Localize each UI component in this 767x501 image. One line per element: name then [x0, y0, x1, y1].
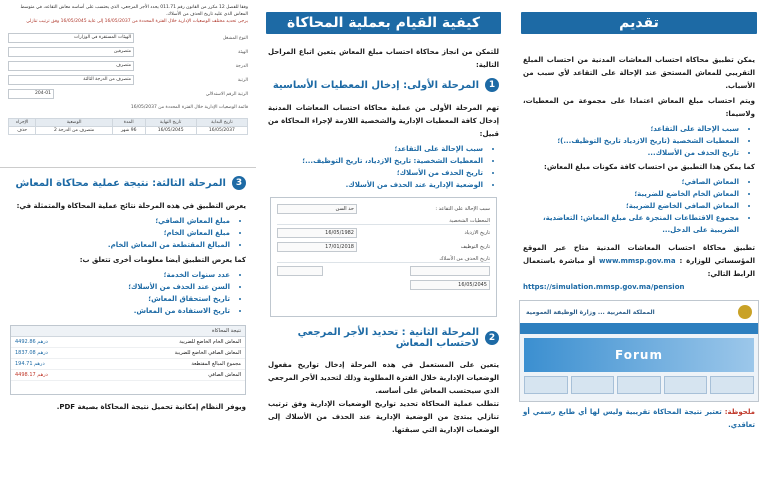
- step1-number-badge: 1: [485, 78, 499, 92]
- calc-item: • سبب الإحالة على التقاعد؛: [523, 123, 739, 135]
- result-value: 4492.86 درهم: [15, 339, 48, 345]
- step1-list: [268, 143, 499, 191]
- step1-item: • الوضعية الإدارية عند الحذف من الأسلاك.: [268, 179, 483, 191]
- component-item: • المعاش الصافي الخاضع للضريبة؛: [523, 200, 739, 212]
- field-value[interactable]: 204-01: [8, 89, 54, 99]
- intro-paragraph: يمكن تطبيق محاكاة احتساب المعاشات المدنية من احتساب المبلغ التقريبي للمعاش المستحق عند الإحالة على التقاعد لأي سبب من الأسباب.: [523, 56, 755, 90]
- website-screenshot: [519, 300, 759, 402]
- calc-intro: ويتم احتساب مبلغ المعاش اعتمادا على مجموعة من المعطيات، ولاسيما:: [523, 97, 755, 118]
- result-label: المعاش الصافي: [208, 372, 241, 378]
- step3-item: • مبلغ المعاش الصافي؛: [10, 215, 230, 227]
- site-url-link[interactable]: www.mmsp.gov.ma: [599, 257, 676, 265]
- table-header-row: [9, 119, 248, 127]
- access-text: تطبيق محاكاة احتساب المعاشات المدنية متاح عبر الموقع المؤسساتي للوزارة :: [523, 244, 755, 265]
- step3-item: • مبلغ المعاش الخام؛: [10, 227, 230, 239]
- form-row: [8, 75, 248, 85]
- table-row: [9, 127, 248, 135]
- hire-date-field[interactable]: 17/01/2018: [277, 242, 357, 252]
- step2-form-screenshot: [0, 0, 256, 168]
- step3-list: [10, 215, 246, 251]
- calc-item: • المعطيات الشخصية (تاريخ الازدياد تاريخ التوظيف...)؛: [523, 135, 739, 147]
- step1-text: تهم المرحلة الأولى من عملية محاكاة احتساب المعاشات المدنية إدخال كافة المعطيات الإدارية والشخصية اللازمة لإجراء المحاكاة من قبيل:: [268, 104, 499, 138]
- site-nav-bar: [520, 326, 758, 334]
- step2-heading: [268, 327, 499, 349]
- table-header: تاريخ النهاية: [145, 119, 196, 127]
- column-introduction: [511, 0, 767, 501]
- calc-list: [523, 123, 755, 159]
- component-item: • المعاش الصافي؛: [523, 176, 739, 188]
- table-header: الوضعية: [36, 119, 112, 127]
- step1-heading: [268, 78, 499, 92]
- site-header: [520, 301, 758, 326]
- table-header: الإجراء: [9, 119, 36, 127]
- section-title-introduction: تقديم: [521, 12, 757, 34]
- step1-form-screenshot: [270, 197, 497, 317]
- form-row: [277, 280, 490, 290]
- field-label: الهيئة: [238, 49, 248, 55]
- form-row: [277, 242, 490, 252]
- form-section-removal: تاريخ الحذف من الأسلاك: [277, 256, 490, 263]
- section-title-how-to: كيفية القيام بعملية المحاكاة: [266, 12, 501, 34]
- form-row: [277, 228, 490, 238]
- result-value: 194.71 درهم: [15, 361, 45, 367]
- step3-also-item: • تاريخ الاستفادة من المعاش.: [10, 305, 230, 317]
- components-list: [523, 176, 755, 236]
- result-value: 4498.17 درهم: [15, 372, 48, 378]
- form-section-personal: المعطيات الشخصية: [277, 218, 490, 225]
- or-text: أو مباشرة باستعمال الرابط التالي:: [523, 257, 755, 278]
- form-row: [277, 266, 490, 276]
- kingdom-emblem-icon: [738, 305, 752, 319]
- step3-item: • المبالغ المقتطعة من المعاش الخام.: [10, 239, 230, 251]
- reason-select[interactable]: حد السن: [277, 204, 357, 214]
- step2-number-badge: 2: [485, 331, 499, 345]
- field-value[interactable]: متصرفين: [8, 47, 134, 57]
- field-label: الرتبة الرقم الاستدلالي: [205, 91, 248, 97]
- info-line: المعاش الذي عليه تاريخ الحذف من الأسلاك.: [165, 12, 248, 17]
- result-title: نتيجة المحاكاة: [11, 326, 245, 337]
- site-banner: Forum: [524, 338, 754, 372]
- quick-link-icon: [664, 376, 708, 394]
- removal-field[interactable]: [410, 266, 490, 276]
- info-line: يرجى تحديد مختلف الوضعيات الإدارية خلال الفترة المحددة من 16/05/2037 إلى غاية 16/05/2045 وفق ترتيب تنازلي: [26, 19, 248, 24]
- sim-url-line: [523, 281, 755, 294]
- access-paragraph: [523, 242, 755, 281]
- result-row: [11, 337, 245, 348]
- result-value: 1837.08 درهم: [15, 350, 48, 356]
- step3-number-badge: 3: [232, 176, 246, 190]
- step3-also-item: • السن عند الحذف من الأسلاك؛: [10, 281, 230, 293]
- table-cell: 16/05/2045: [145, 127, 196, 135]
- field-label: الرتبة: [237, 77, 248, 83]
- step3-also-list: [10, 269, 246, 317]
- form-row: [8, 61, 248, 71]
- step2-title: المرحلة الثانية : تحديد الأجر المرجعي لاحتساب المعاش: [297, 327, 479, 349]
- step1-item: • تاريخ الحذف من الأسلاك؛: [268, 167, 483, 179]
- table-cell: 16/05/2037: [196, 127, 247, 135]
- step3-also-text: كما يعرض التطبيق أيضا معلومات أخرى تتعلق ب:: [79, 256, 246, 264]
- components-intro: كما يمكن هذا التطبيق من احتساب كافة مكونات مبلغ المعاش:: [544, 163, 755, 171]
- table-header: المدة: [112, 119, 145, 127]
- how-to-intro: للتمكن من انجاز محاكاة احتساب مبلغ المعاش يتعين اتباع المراحل التالية:: [268, 48, 499, 69]
- note-label: ملحوظة:: [724, 408, 756, 416]
- step3-also-item: • عدد سنوات الخدمة؛: [10, 269, 230, 281]
- result-label: مجموع المبالغ المقتطعة: [191, 361, 241, 367]
- removal-field[interactable]: [277, 266, 323, 276]
- result-row: [11, 359, 245, 370]
- site-header-title: المملكة المغربية ... وزارة الوظيفة العمومية: [526, 308, 655, 316]
- delete-action[interactable]: حذف: [9, 127, 36, 135]
- quick-link-icon: [617, 376, 661, 394]
- table-header: تاريخ البداية: [196, 119, 247, 127]
- form-row: [8, 47, 248, 57]
- situation-form: [8, 33, 248, 99]
- site-quick-links: [520, 376, 758, 394]
- step1-item: • المعطيات الشخصية: تاريخ الازدياد، تاريخ التوظيف...؛: [268, 155, 483, 167]
- info-line: وفقا للفصل 12 مكرر من القانون رقم 011.71 يحدد الأجر المرجعي، الذي يحتسب على أساسه معاش التقاعد، في متوسط: [20, 5, 248, 10]
- step3-also-item: • تاريخ استحقاق المعاش؛: [10, 293, 230, 305]
- field-value[interactable]: الهيئات المستقرة في الوزارات: [8, 33, 134, 43]
- removal-date-field[interactable]: 16/05/2045: [410, 280, 490, 290]
- reason-label: سبب الإحالة على التقاعد :: [435, 206, 490, 212]
- component-item: • مجموع الاقتطاعات المنجزة على مبلغ المعاش: التعاضدية، الضريبية على الدخل...: [523, 212, 739, 236]
- note: [523, 406, 755, 432]
- table-cell: متصرف من الدرجة 2: [36, 127, 112, 135]
- field-value[interactable]: متصرف: [8, 61, 134, 71]
- birth-date-field[interactable]: 16/05/1982: [277, 228, 357, 238]
- result-label: المعاش الصافي الخاضع للضريبة: [174, 350, 241, 356]
- component-item: • المعاش الخام الخاضع للضريبة؛: [523, 188, 739, 200]
- situations-table: [8, 118, 248, 135]
- form-row: [8, 89, 248, 99]
- hire-label: تاريخ التوظيف: [460, 244, 490, 250]
- field-label: النوع المشغل: [222, 35, 248, 41]
- step3-heading: [10, 176, 246, 190]
- calc-item: • تاريخ الحذف من الأسلاك...: [523, 147, 739, 159]
- step3-title: المرحلة الثالثة: نتيجة عملية محاكاة المعاش: [15, 177, 226, 189]
- step2-text1: يتعين على المستعمل في هذه المرحلة إدخال تواريخ مفعول الوضعيات الإدارية خلال الفترة المطلوبة وذلك لتحديد الأجر المرجعي الذي سيحتسب المعاش على أساسه.: [268, 361, 499, 395]
- pdf-text: ويوفر النظام إمكانية تحميل نتيجة المحاكاة بصيغة PDF.: [56, 403, 246, 411]
- result-row: [11, 370, 245, 381]
- table-cell: 96 شهر: [112, 127, 145, 135]
- note-text: تعتبر نتيجة المحاكاة تقريبية وليس لها أي طابع رسمي أو تعاقدي.: [523, 408, 755, 429]
- result-row: [11, 348, 245, 359]
- form-row: [277, 204, 490, 214]
- quick-link-icon: [524, 376, 568, 394]
- field-value[interactable]: متصرف من الدرجة الثالثة: [8, 75, 134, 85]
- quick-link-icon: [571, 376, 615, 394]
- result-label: المعاش الخام الخاضع للضريبة: [179, 339, 241, 345]
- column-how-to: [256, 0, 511, 501]
- field-label: الدرجة: [235, 63, 248, 69]
- step3-text: يعرض التطبيق في هذه المرحلة نتائج عملية المحاكاة والمتمثلة في:: [16, 202, 246, 210]
- form-row: [8, 33, 248, 43]
- step1-title: المرحلة الأولى: إدخال المعطيات الأساسية: [272, 79, 479, 91]
- column-results: [0, 0, 256, 501]
- result-screenshot: [10, 325, 246, 395]
- table-caption: قائمة الوضعيات الإدارية خلال الفترة المحددة من 16/05/2037: [130, 105, 248, 110]
- step1-item: • سبب الإحالة على التقاعد؛: [268, 143, 483, 155]
- quick-link-icon: [710, 376, 754, 394]
- simulation-url-link[interactable]: https://simulation.mmsp.gov.ma/pension: [523, 283, 685, 291]
- step2-text2: تتطلب عملية المحاكاة تحديد تواريخ الوضعيات الإدارية وفق ترتيب تنازلي يبتدئ من الوضعية الإدارية عند الحذف من الأسلاك إلى الوضعيات الإدارية التي سبقتها.: [268, 400, 499, 434]
- birth-label: تاريخ الازدياد: [464, 230, 490, 236]
